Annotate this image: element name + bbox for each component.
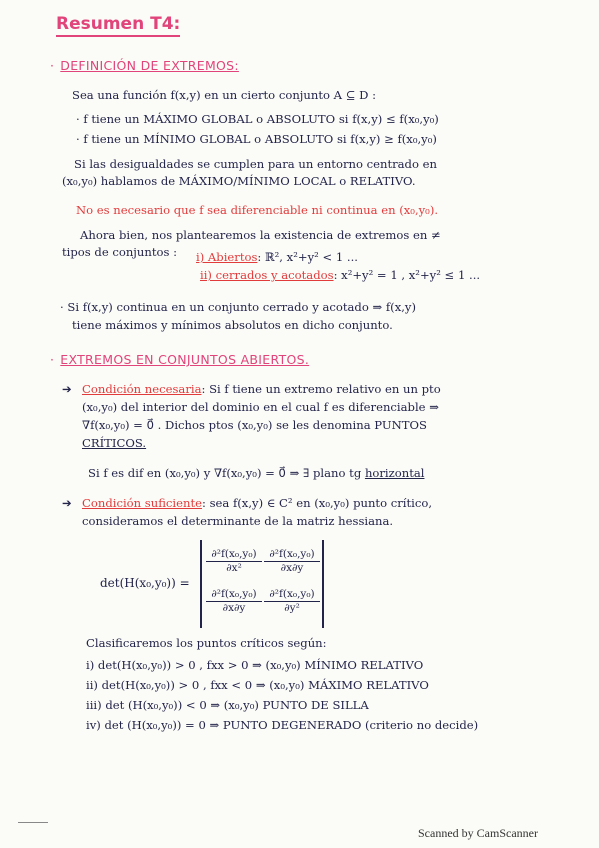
matrix-cell-21-num: ∂²f(x₀,y₀) [206, 588, 262, 602]
matrix-cell-12-num: ∂²f(x₀,y₀) [264, 548, 320, 562]
min-definition: · f tiene un MÍNIMO GLOBAL o ABSOLUTO si f(x,y) ≥ f(x₀,y₀) [76, 132, 437, 146]
classify-case-4: iv) det (H(x₀,y₀)) = 0 ⇒ PUNTO DEGENERADO (criterio no decide) [86, 718, 479, 732]
intro-line: Sea una función f(x,y) en un cierto conjunto A ⊆ D : [72, 88, 376, 102]
classify-case-3: iii) det (H(x₀,y₀)) < 0 ⇒ (x₀,y₀) PUNTO DE SILLA [86, 698, 369, 712]
continuity-line-1: · Si f(x,y) continua en un conjunto cerrado y acotado ⇒ f(x,y) [60, 300, 416, 314]
sufficient-condition-2: consideramos el determinante de la matriz hessiana. [82, 514, 394, 528]
study-line-2: tipos de conjuntos : [62, 245, 178, 259]
closed-sets-line [200, 268, 599, 283]
tangent-plane-line [88, 466, 568, 481]
section-heading-definicion [50, 58, 239, 73]
local-definition-2: (x₀,y₀) hablamos de MÁXIMO/MÍNIMO LOCAL o RELATIVO. [62, 174, 416, 188]
open-sets-examples: : ℝ², x²+y² < 1 ... [257, 250, 358, 264]
classify-heading: Clasificaremos los puntos críticos según: [86, 636, 327, 650]
tangent-plane-horizontal: horizontal [364, 466, 425, 480]
continuity-line-2: tiene máximos y mínimos absolutos en dicho conjunto. [72, 318, 393, 332]
matrix-cell-11-den: ∂x² [226, 562, 242, 574]
bullet-icon: · [50, 58, 55, 73]
matrix-cell-21-den: ∂x∂y [222, 602, 246, 614]
matrix-cell-22-den: ∂y² [284, 602, 300, 614]
arrow-icon: ➔ [62, 382, 72, 396]
differentiability-note: No es necesario que f sea diferenciable ni continua en (x₀,y₀). [76, 203, 439, 217]
section-heading-text: EXTREMOS EN CONJUNTOS ABIERTOS. [60, 352, 310, 367]
open-sets-line [196, 250, 599, 265]
necessary-condition-3: ∇f(x₀,y₀) = 0⃗ . Dichos ptos (x₀,y₀) se les denomina PUNTOS [82, 418, 427, 432]
arrow-icon: ➔ [62, 496, 72, 510]
necessary-condition-label: Condición necesaria [82, 382, 202, 396]
max-definition: · f tiene un MÁXIMO GLOBAL o ABSOLUTO si f(x,y) ≤ f(x₀,y₀) [76, 112, 439, 126]
margin-mark [18, 822, 48, 823]
matrix-cell-11-num: ∂²f(x₀,y₀) [206, 548, 262, 562]
closed-sets-label: ii) cerrados y acotados [200, 268, 334, 282]
necessary-condition-4: CRÍTICOS. [82, 436, 147, 450]
page-title: Resumen T4: [56, 14, 180, 37]
matrix-cell-11 [206, 548, 262, 574]
necessary-condition-text: : Si f tiene un extremo relativo en un pto [201, 382, 441, 396]
closed-sets-examples: : x²+y² = 1 , x²+y² ≤ 1 ... [333, 268, 481, 282]
scanner-watermark: Scanned by CamScanner [418, 826, 538, 840]
hessian-matrix [200, 540, 324, 628]
section-heading-abiertos [50, 352, 309, 367]
local-definition-1: Si las desigualdades se cumplen para un entorno centrado en [74, 157, 437, 171]
sufficient-condition-text: : sea f(x,y) ∈ C² en (x₀,y₀) punto crítico, [201, 496, 433, 510]
open-sets-label: i) Abiertos [196, 250, 258, 264]
study-line-1: Ahora bien, nos plantearemos la existencia de extremos en ≠ [80, 228, 441, 242]
necessary-condition-2: (x₀,y₀) del interior del dominio en el cual f es diferenciable ⇒ [82, 400, 439, 414]
tangent-plane-text: Si f es dif en (x₀,y₀) y ∇f(x₀,y₀) = 0⃗ ⇒ ∃ plano tg [88, 466, 365, 480]
hessian-determinant [100, 540, 420, 630]
sufficient-condition-label: Condición suficiente [82, 496, 202, 510]
classify-case-1: i) det(H(x₀,y₀)) > 0 , fxx > 0 ⇒ (x₀,y₀) MÍNIMO RELATIVO [86, 658, 424, 672]
matrix-cell-22 [264, 588, 320, 614]
necessary-condition-1 [82, 382, 562, 397]
matrix-cell-12 [264, 548, 320, 574]
sufficient-condition-1 [82, 496, 562, 511]
bullet-icon: · [50, 352, 55, 367]
matrix-cell-12-den: ∂x∂y [280, 562, 304, 574]
classify-case-2: ii) det(H(x₀,y₀)) > 0 , fxx < 0 ⇒ (x₀,y₀) MÁXIMO RELATIVO [86, 678, 429, 692]
matrix-cell-21 [206, 588, 262, 614]
section-heading-text: DEFINICIÓN DE EXTREMOS: [60, 58, 239, 73]
matrix-cell-22-num: ∂²f(x₀,y₀) [264, 588, 320, 602]
det-label: det(H(x₀,y₀)) = [100, 576, 190, 590]
